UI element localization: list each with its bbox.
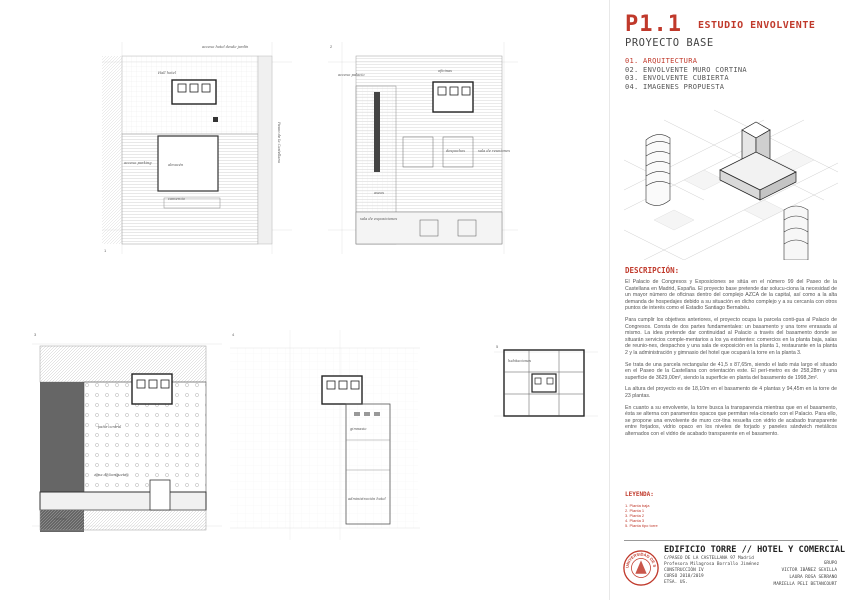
author-name: VICTOR IBÁÑEZ SEVILLA [781, 568, 837, 573]
plan2-label-meeting: sala de reuniones [478, 149, 511, 153]
plan2-label-toilets: aseos [374, 191, 385, 195]
description-heading: DESCRIPCIÓN: [625, 266, 680, 275]
plan5-number: 5 [496, 344, 499, 349]
meta-line: CURSO 2018/2019 [664, 574, 704, 579]
axonometric-drawing [624, 100, 838, 260]
legend-item: 3. Planta 2 [625, 513, 645, 518]
university-seal-icon [622, 549, 660, 587]
plan4-number: 4 [232, 332, 235, 337]
legend-item: 4. Planta 3 [625, 518, 645, 523]
description-body [625, 279, 837, 442]
meta-line: CONSTRUCCIÓN IV [664, 568, 704, 573]
meta-line: ETSA. US. [664, 580, 688, 585]
meta-line: Profesora Milagrosa Borrallo Jiménez [664, 562, 760, 567]
project-meta [664, 556, 759, 586]
plan3-label-patio: patio central [98, 425, 122, 429]
plan1-label-commerce: comercio [168, 197, 185, 201]
chapter-menu [625, 57, 747, 91]
floor-plan-third [230, 330, 420, 540]
description-paragraph: El Palacio de Congresos y Exposiciones se sitúa en el número 99 del Paseo de la Castellana en Madrid, España. El proyecto base pretende dar solucu-ciona la necesidad de un mayor número de oficinas dentro del complejo AZCA de la capital, así como a la alta demanda de hospedajes debido a su situación en dicho complejo y a su cercanía con otros puntos de interés como el Estadio Santiago Bernabéu. [625, 279, 837, 312]
description-paragraph: La altura del proyecto es de 18,10m en el basamento de 4 plantas y 94,45m en la torre de 23 plantas. [625, 386, 837, 399]
plan1-number: 1 [104, 248, 107, 253]
menu-item-images[interactable]: 04. IMAGENES PROPUESTA [625, 82, 725, 91]
plan1-label-parking: acceso parking [124, 161, 152, 165]
plan3-label-kitchen: cocina [54, 517, 66, 521]
sheet-code: P1.1 [625, 12, 682, 37]
plan4-label-gym: gimnasio [350, 427, 367, 431]
plan2-label-offices-small: despachos [446, 149, 466, 153]
legend-heading: LEYENDA: [625, 491, 654, 498]
author-name: LAURA ROSA SERRANO [789, 575, 837, 580]
legend-list [625, 503, 658, 528]
description-paragraph: En cuanto a su envolvente, la torre busca la transparencia mientras que en el basamento, ésta se alterna con paramentos opacos que permitan rela-cionarlo con el Palacio. Para ello, se propone una envolvente de muro cor-tina resuelta con vidrio de acabado transparente entre forjados, vidrio opaco en los niveles de forjado y paneles sándwich metálicos alternados con el vidrio de acabado transparente en el basamento. [625, 404, 837, 437]
footer-divider [624, 540, 838, 541]
plan1-label-access: acceso hotel desde jardín [202, 45, 249, 49]
floor-plan-ground [102, 42, 292, 254]
sheet-subtitle: PROYECTO BASE [625, 37, 714, 49]
floor-plan-first [328, 42, 518, 254]
plan2-label-palace-access: acceso palacio [338, 73, 365, 77]
menu-item-roof[interactable]: 03. ENVOLVENTE CUBIERTA [625, 74, 729, 82]
plan3-number: 3 [34, 332, 37, 337]
author-name: MARIELLA PELI BETANCOURT [773, 582, 837, 587]
meta-line: C/PASEO DE LA CASTELLANA 97 Madrid [664, 556, 754, 561]
project-title: EDIFICIO TORRE // HOTEL Y COMERCIAL [664, 545, 846, 555]
plan2-label-offices: oficinas [438, 69, 453, 73]
description-paragraph: Para cumplir los objetivos anteriores, el proyecto ocupa la parcela conti-gua al Palacio de Congresos. Consta de dos partes fundamentales: un basamento y una torre enrasada al mismo. La idea pretende dar continuidad al Palacio a través del basamento donde se situarán servicios comple-mentarios a los ya existentes: comercios en la planta baja, salas de reunio-nes, despachos y una sala de exposición en la planta 1, restaurante en la planta 2 y la administración y gimnasio del hotel que ocupará la torre en la planta 3. [625, 316, 837, 356]
plan2-number: 2 [330, 44, 333, 49]
menu-item-architecture[interactable]: 01. ARQUITECTURA [625, 57, 698, 65]
author-list [774, 560, 837, 588]
legend-item: 2. Planta 1 [625, 508, 645, 513]
plan3-label-banquets: zona de banquetes [94, 473, 129, 477]
floor-plan-tower [494, 342, 598, 426]
author-group-label: GRUPO [823, 561, 837, 566]
floor-plan-second [32, 330, 222, 540]
description-paragraph: Se trata de una parcela rectangular de 41,5 x 87,65m, siendo el lado más largo el situado en el Paseo de la Castellana con orientación este. El perí-metro es de 258,28m y una superficie de 3629,00m², siendo la superficie en planta del basamento de 1998,3m². [625, 361, 837, 381]
legend-item: 5. Planta tipo torre [625, 523, 658, 528]
plan1-label-storage: almacén [168, 163, 184, 167]
menu-item-curtain-wall[interactable]: 02. ENVOLVENTE MURO CORTINA [625, 65, 747, 74]
plan4-label-admin: administración hotel [348, 497, 386, 501]
section-title: ESTUDIO ENVOLVENTE [698, 20, 816, 31]
plan1-label-hall: Hall hotel [158, 71, 176, 75]
legend-item: 1. Planta baja [625, 503, 650, 508]
plan5-label-rooms: habitaciones [508, 359, 532, 363]
seal-text: UNIVERSIDAD DE S [624, 551, 658, 569]
info-panel [609, 0, 848, 600]
plan2-label-exhibition: sala de exposiciones [360, 217, 398, 221]
plan1-label-street: Paseo de la Castellana [277, 122, 281, 163]
